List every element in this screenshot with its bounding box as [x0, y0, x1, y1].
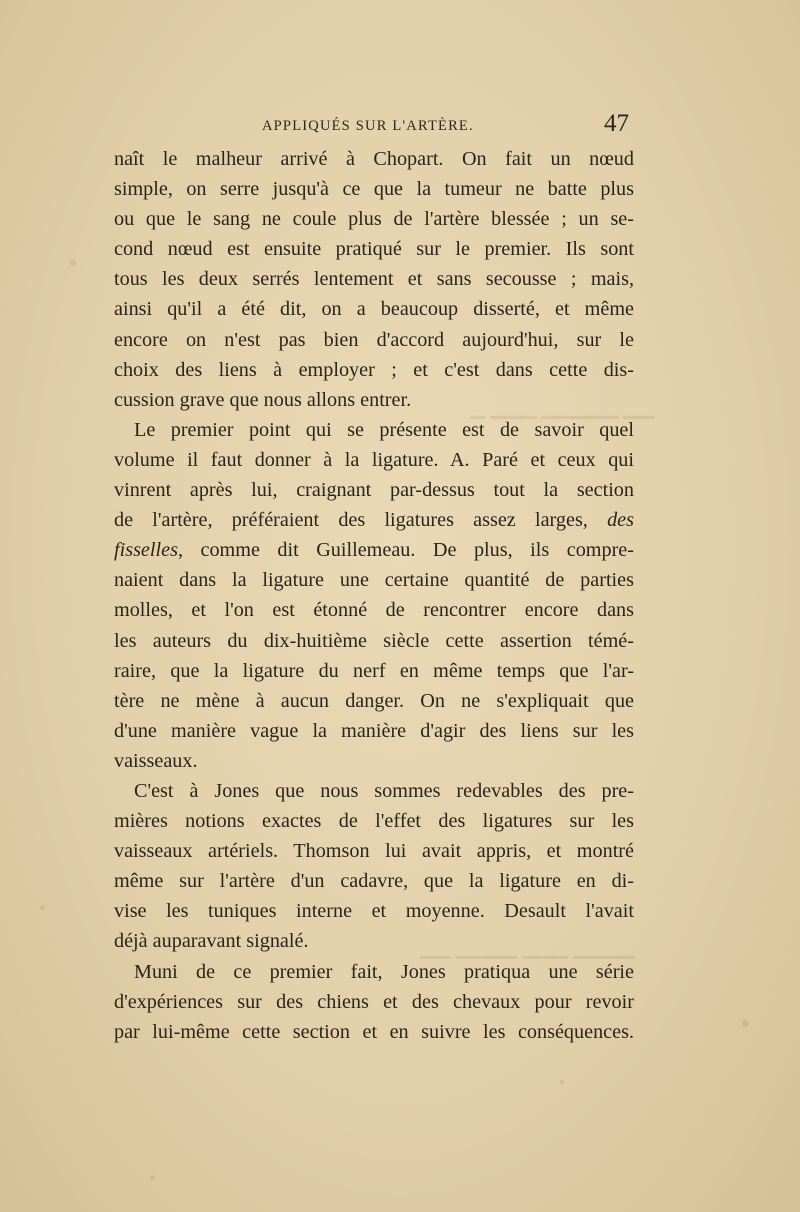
- text-line: ainsi qu'il a été dit, on a beaucoup disserté, et même: [114, 298, 634, 321]
- text-line: tous les deux serrés lentement et sans secousse ; mais,: [114, 268, 634, 291]
- bleed-through: ▁▁ ▁▁▁▁ ▁▁▁ ▁▁▁▁: [420, 937, 635, 959]
- text-line: vaisseaux.: [114, 749, 198, 772]
- italic-word: fisselles: [114, 539, 178, 562]
- text-line: naît le malheur arrivé à Chopart. On fait un nœud: [114, 148, 634, 170]
- text-line: les auteurs du dix-huitième siècle cette assertion témé-: [114, 629, 634, 652]
- text-line: simple, on serre jusqu'à ce que la tumeur ne batte plus: [114, 178, 634, 201]
- text-line: par lui-même cette section et en suivre les conséquences.: [114, 1020, 634, 1043]
- foxing-spot: [742, 1020, 749, 1027]
- text-line: molles, et l'on est étonné de rencontrer encore dans: [114, 599, 634, 622]
- text-fragment: de l'artère, préféraient des ligatures assez larges,: [114, 509, 608, 532]
- text-line: encore on n'est pas bien d'accord aujourd'hui, sur le: [114, 328, 634, 351]
- page-number: 47: [604, 110, 629, 137]
- text-line: choix des liens à employer ; et c'est dans cette dis-: [114, 358, 634, 381]
- bleed-through: ▁ ▁▁▁ ▁▁▁▁▁ ▁▁: [470, 397, 655, 419]
- text-line: vaisseaux artériels. Thomson lui avait appris, et montré: [114, 840, 634, 863]
- text-line: raire, que la ligature du nerf en même temps que l'ar-: [114, 659, 634, 682]
- text-line: tère ne mène à aucun danger. On ne s'expliquait que: [114, 689, 634, 712]
- text-line: ou que le sang ne coule plus de l'artère blessée ; un se-: [114, 208, 634, 231]
- text-line: cond nœud est ensuite pratiqué sur le premier. Ils sont: [114, 238, 634, 261]
- text-line: cussion grave que nous allons entrer.: [114, 388, 412, 411]
- text-line: même sur l'artère d'un cadavre, que la ligature en di-: [114, 870, 634, 893]
- text-line: vinrent après lui, craignant par-dessus tout la section: [114, 479, 634, 502]
- text-line: [114, 505, 634, 535]
- text-line: fisselles, comme dit Guillemeau. De plus, ils compre-: [114, 539, 634, 562]
- foxing-spot: [560, 1080, 564, 1084]
- text-line: d'expériences sur des chiens et des chevaux pour revoir: [114, 990, 634, 1013]
- running-head: APPLIQUÉS SUR L'ARTÈRE.: [262, 118, 474, 134]
- foxing-spot: [40, 905, 45, 910]
- italic-word: des: [607, 509, 634, 532]
- paragraph-first-line: C'est à Jones que nous sommes redevables des pre-: [134, 779, 634, 802]
- text-line: volume il faut donner à la ligature. A. Paré et ceux qui: [114, 448, 634, 471]
- body-text: [114, 144, 634, 1047]
- paragraph-first-line: Muni de ce premier fait, Jones pratiqua une série: [134, 960, 634, 983]
- text-line: mières notions exactes de l'effet des ligatures sur les: [114, 810, 634, 833]
- paragraph-first-line: Le premier point qui se présente est de savoir quel: [134, 418, 634, 441]
- text-line: naient dans la ligature une certaine quantité de parties: [114, 569, 634, 592]
- foxing-spot: [70, 260, 76, 266]
- text-line: déjà auparavant signalé.: [114, 930, 309, 953]
- text-line: vise les tuniques interne et moyenne. Desault l'avait: [114, 900, 634, 923]
- text-line: d'une manière vague la manière d'agir des liens sur les: [114, 719, 634, 742]
- foxing-spot: [150, 1175, 155, 1180]
